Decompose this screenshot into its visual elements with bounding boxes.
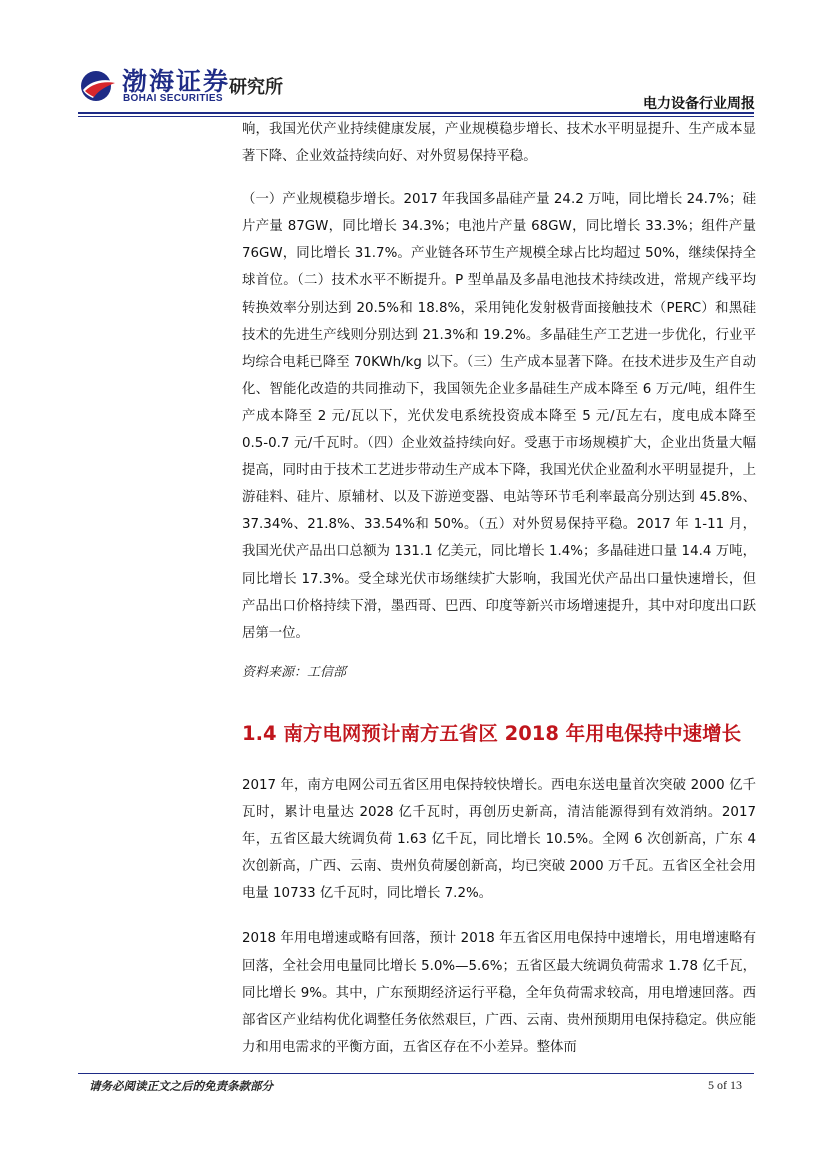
institute-label: 研究所 [229, 77, 283, 98]
body-paragraph: （一）产业规模稳步增长。2017 年我国多晶硅产量 24.2 万吨，同比增长 24.7%；硅片产量 87GW，同比增长 34.3%；电池片产量 68GW，同比增长 33.3%；组件产量 76GW，同比增长 31.7%。产业链各环节生产规模全球占比均超过 50%，继续保持全球首位。（二）技术水平不断提升。P 型单晶及多晶电池技术持续改进，常规产线平均转换效率分别达到 20.5%和 18.8%，采用钝化发射极背面接触技术（PERC）和黑硅技术的先进生产线则分别达到 21.3%和 19.2%。多晶硅生产工艺进一步优化，行业平均综合电耗已降至 70KWh/kg 以下。（三）生产成本显著下降。在技术进步及生产自动化、智能化改造的共同推动下，我国领先企业多晶硅生产成本降至 6 万元/吨，组件生产成本降至 2 元/瓦以下，光伏发电系统投资成本降至 5 元/瓦左右，度电成本降至 0.5-0.7 元/千瓦时。（四）企业效益持续向好。受惠于市场规模扩大，企业出货量大幅提高，同时由于技术工艺进步带动生产成本下降，我国光伏企业盈利水平明显提升，上游硅料、硅片、原辅材、以及下游逆变器、电站等环节毛利率最高分别达到 45.8%、37.34%、21.8%、33.54%和 50%。（五）对外贸易保持平稳。2017 年 1-11 月，我国光伏产品出口总额为 131.1 亿美元，同比增长 1.4%；多晶硅进口量 14.4 万吨，同比增长 17.3%。受全球光伏市场继续扩大影响，我国光伏产品出口量快速增长，但产品出口价格持续下滑，墨西哥、巴西、印度等新兴市场增速提升，其中对印度出口跃居第一位。 [242, 192, 756, 641]
disclaimer-note: 请务必阅读正文之后的免责条款部分 [89, 1079, 273, 1093]
page-header [0, 0, 827, 118]
logo-english-name: BOHAI SECURITIES [123, 93, 223, 104]
logo-chinese-name: 渤海证券 [122, 67, 231, 96]
header-rule [78, 112, 754, 114]
body-paragraph: 2017 年，南方电网公司五省区用电保持较快增长。西电东送电量首次突破 2000 亿千瓦时，累计电量达 2028 亿千瓦时，再创历史新高，清洁能源得到有效消纳。2017 年，五省区最大统调负荷 1.63 亿千瓦，同比增长 10.5%。全网 6 次创新高，广东 4 次创新高，广西、云南、贵州负荷屡创新高，均已突破 2000 万千瓦。五省区全社会用电量 10733 亿千瓦时，同比增长 7.2%。 [242, 778, 756, 902]
page-number: 5 of 13 [708, 1078, 742, 1092]
section-content [242, 772, 756, 1061]
body-paragraph: 2018 年用电增速或略有回落，预计 2018 年五省区用电保持中速增长，用电增速略有回落，全社会用电量同比增长 5.0%—5.6%；五省区最大统调负荷需求 1.78 亿千瓦，同比增长 9%。其中，广东预期经济运行平稳，全年负荷需求较高，用电增速回落。西部省区产业结构优化调整任务依然艰巨，广西、云南、贵州预期用电保持稳定。供应能力和用电需求的平衡方面，五省区存在不小差异。整体而 [242, 931, 756, 1055]
main-content [242, 116, 756, 680]
body-paragraph: 响，我国光伏产业持续健康发展，产业规模稳步增长、技术水平明显提升、生产成本显著下降、企业效益持续向好、对外贸易保持平稳。 [242, 122, 756, 165]
footer-rule [78, 1073, 754, 1074]
report-title: 电力设备行业周报 [643, 96, 755, 112]
bohai-logo-icon [79, 66, 119, 106]
source-note: 资料来源：工信部 [242, 664, 347, 680]
section-heading: 1.4 南方电网预计南方五省区 2018 年用电保持中速增长 [242, 722, 742, 745]
